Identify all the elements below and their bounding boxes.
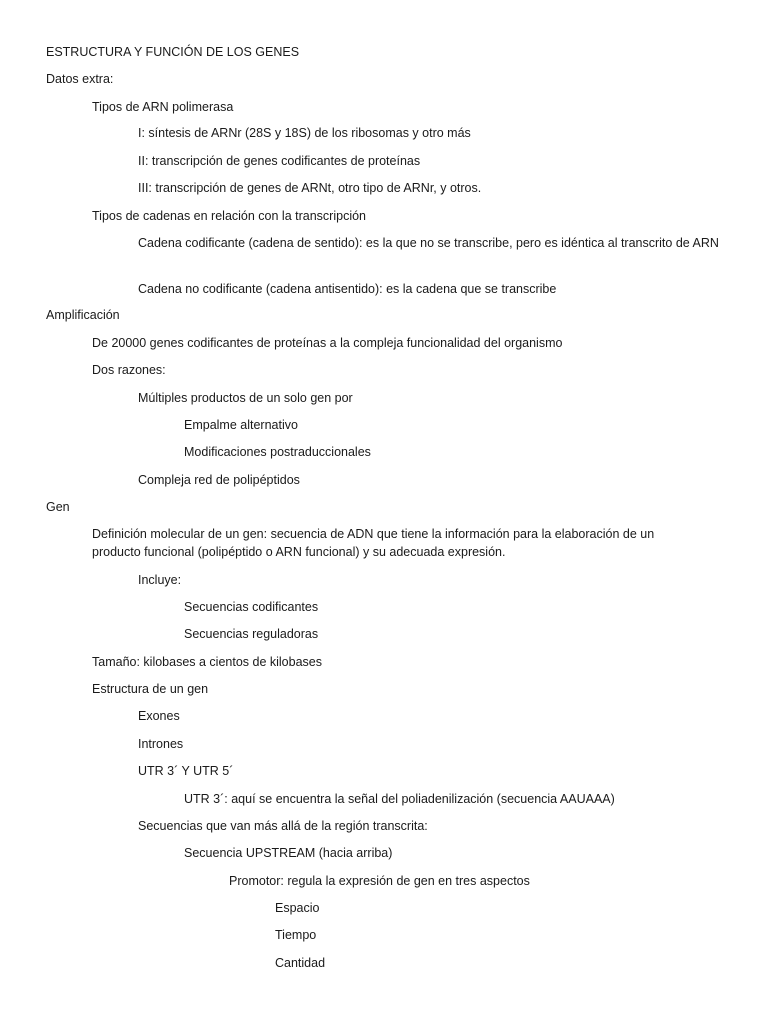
list-item: Secuencias que van más allá de la región transcrita: (138, 819, 428, 833)
list-item: Múltiples productos de un solo gen por (138, 391, 353, 405)
list-item: Secuencias codificantes (184, 600, 319, 614)
list-item: II: transcripción de genes codificantes de proteínas (138, 154, 421, 168)
list-item: Secuencias reguladoras (184, 627, 319, 641)
section-heading: Amplificación (46, 308, 120, 322)
document-title: ESTRUCTURA Y FUNCIÓN DE LOS GENES (46, 45, 300, 59)
list-item: De 20000 genes codificantes de proteínas a la compleja funcionalidad del organismo (92, 336, 563, 350)
list-item: Definición molecular de un gen: secuencia de ADN que tiene la información para la elaboración de un producto funcional (polipéptido o ARN funcional) y su adecuada expresión. (92, 527, 655, 559)
list-item: Exones (138, 709, 180, 723)
list-item: Cantidad (275, 956, 326, 970)
list-item: Espacio (275, 901, 320, 915)
list-item: Secuencia UPSTREAM (hacia arriba) (184, 846, 393, 860)
list-item: Incluye: (138, 573, 182, 587)
list-item: I: síntesis de ARNr (28S y 18S) de los ribosomas y otro más (138, 126, 471, 140)
list-item: Cadena codificante (cadena de sentido): es la que no se transcribe, pero es idéntica al transcrito de ARN (138, 236, 719, 250)
list-item: Cadena no codificante (cadena antisentido): es la cadena que se transcribe (138, 282, 557, 296)
list-item: Tamaño: kilobases a cientos de kilobases (92, 655, 322, 669)
list-item: Estructura de un gen (92, 682, 209, 696)
list-item: III: transcripción de genes de ARNt, otro tipo de ARNr, y otros. (138, 181, 482, 195)
list-item: Intrones (138, 737, 184, 751)
list-item: Dos razones: (92, 363, 166, 377)
list-item: Tipos de ARN polimerasa (92, 100, 234, 114)
list-item: Tipos de cadenas en relación con la transcripción (92, 209, 366, 223)
list-item: UTR 3´: aquí se encuentra la señal del poliadenilización (secuencia AAUAAA) (184, 792, 615, 806)
list-item: Tiempo (275, 928, 317, 942)
list-item: Compleja red de polipéptidos (138, 473, 300, 487)
section-heading: Datos extra: (46, 72, 114, 86)
section-heading: Gen (46, 500, 70, 514)
list-item: Modificaciones postraduccionales (184, 445, 371, 459)
list-item: Empalme alternativo (184, 418, 298, 432)
list-item: Promotor: regula la expresión de gen en tres aspectos (229, 874, 530, 888)
list-item: UTR 3´ Y UTR 5´ (138, 764, 234, 778)
